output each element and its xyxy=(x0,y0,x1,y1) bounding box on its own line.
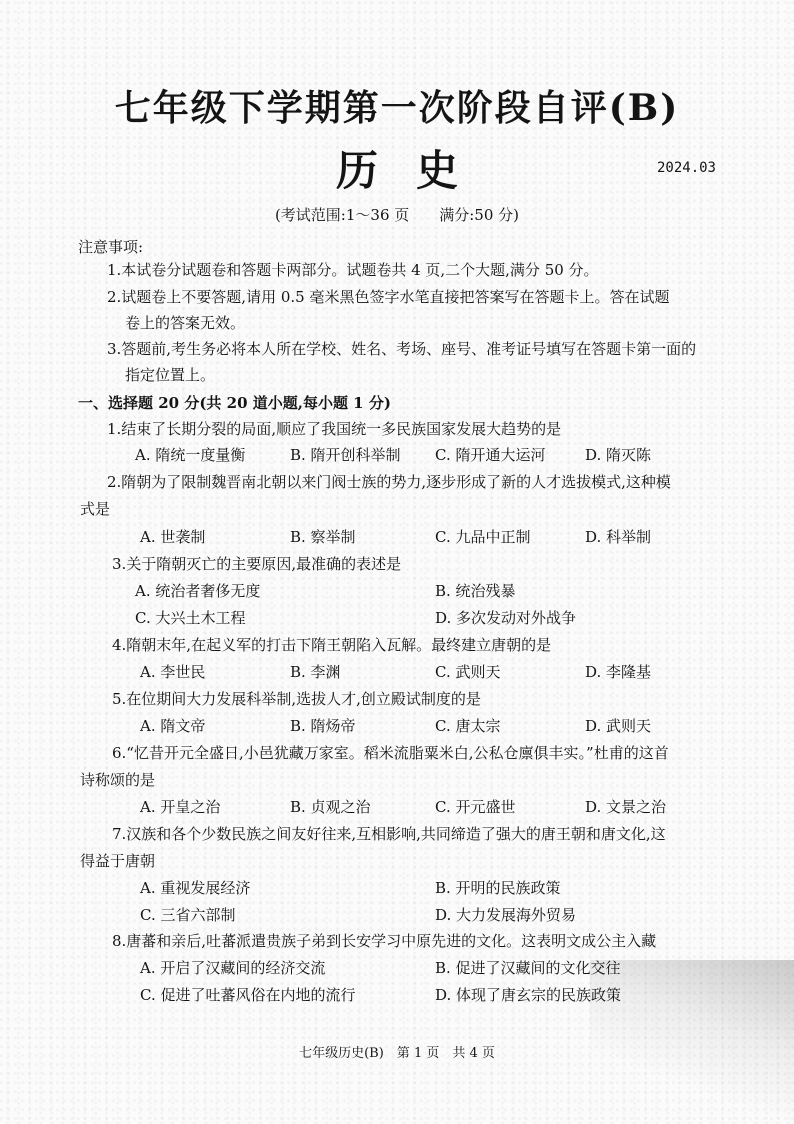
question-option: D. 文景之治 xyxy=(585,798,667,816)
question-option: A. 开皇之治 xyxy=(140,798,221,816)
question-option: C. 大兴土木工程 xyxy=(135,609,246,627)
question-option: A. 重视发展经济 xyxy=(140,879,251,897)
question-option: C. 开元盛世 xyxy=(435,798,516,816)
question-stem: 8.唐蕃和亲后,吐蕃派遣贵族子弟到长安学习中原先进的文化。这表明文成公主入藏 xyxy=(112,932,657,950)
question-option: D. 科举制 xyxy=(585,528,652,546)
question-option: C. 武则天 xyxy=(435,663,501,681)
question-option: D. 体现了唐玄宗的民族政策 xyxy=(435,986,622,1004)
question-stem: 诗称颂的是 xyxy=(80,771,156,789)
question-option: B. 隋开创科举制 xyxy=(290,446,401,464)
question-option: A. 李世民 xyxy=(140,663,206,681)
question-stem: 得益于唐朝 xyxy=(80,852,156,870)
question-option: B. 李渊 xyxy=(290,663,341,681)
notice-item: 卷上的答案无效。 xyxy=(125,314,246,332)
notice-item: 3.答题前,考生务必将本人所在学校、姓名、考场、座号、准考证号填写在答题卡第一面的 xyxy=(107,340,697,358)
exam-title: 七年级下学期第一次阶段自评(B) xyxy=(114,87,680,129)
question-option: D. 李隆基 xyxy=(585,663,652,681)
question-option: D. 大力发展海外贸易 xyxy=(435,906,577,924)
question-stem: 式是 xyxy=(80,500,111,518)
question-option: D. 多次发动对外战争 xyxy=(435,609,577,627)
question-option: D. 隋灭陈 xyxy=(585,446,652,464)
question-option: B. 促进了汉藏间的文化交往 xyxy=(435,959,621,977)
question-stem: 2.隋朝为了限制魏晋南北朝以来门阀士族的势力,逐步形成了新的人才选拔模式,这种模 xyxy=(107,473,671,491)
exam-date: 2024.03 xyxy=(656,160,716,176)
question-option: B. 察举制 xyxy=(290,528,356,546)
question-stem: 7.汉族和各个少数民族之间友好往来,互相影响,共同缔造了强大的唐王朝和唐文化,这 xyxy=(112,825,666,843)
question-option: A. 隋文帝 xyxy=(140,717,206,735)
notice-item: 1.本试卷分试题卷和答题卡两部分。试题卷共 4 页,二个大题,满分 50 分。 xyxy=(107,261,599,279)
question-option: C. 九品中正制 xyxy=(435,528,531,546)
question-stem: 5.在位期间大力发展科举制,选拔人才,创立殿试制度的是 xyxy=(112,690,481,708)
question-option: C. 三省六部制 xyxy=(140,906,236,924)
question-option: A. 世袭制 xyxy=(140,528,206,546)
question-stem: 3.关于隋朝灭亡的主要原因,最准确的表述是 xyxy=(112,555,402,573)
question-option: B. 统治残暴 xyxy=(435,582,516,600)
question-option: C. 唐太宗 xyxy=(435,717,501,735)
notice-heading: 注意事项: xyxy=(78,238,144,256)
question-option: A. 开启了汉藏间的经济交流 xyxy=(140,959,326,977)
question-option: C. 促进了吐蕃风俗在内地的流行 xyxy=(140,986,356,1004)
page-shadow xyxy=(590,960,794,1124)
question-stem: 1.结束了长期分裂的局面,顺应了我国统一多民族国家发展大趋势的是 xyxy=(107,420,562,438)
question-stem: 6.“忆昔开元全盛日,小邑犹藏万家室。稻米流脂粟米白,公私仓廪俱丰实。”杜甫的这首 xyxy=(112,744,669,762)
notice-item: 指定位置上。 xyxy=(125,366,216,384)
section-heading: 一、选择题 20 分(共 20 道小题,每小题 1 分) xyxy=(78,394,391,412)
question-option: B. 开明的民族政策 xyxy=(435,879,561,897)
question-option: D. 武则天 xyxy=(585,717,652,735)
exam-scope: (考试范围:1～36 页 满分:50 分) xyxy=(274,206,520,224)
question-option: B. 贞观之治 xyxy=(290,798,371,816)
notice-item: 2.试题卷上不要答题,请用 0.5 毫米黑色签字水笔直接把答案写在答题卡上。答在试题 xyxy=(107,288,670,306)
page-footer: 七年级历史(B) 第 1 页 共 4 页 xyxy=(299,1046,495,1061)
subject-title: 历史 xyxy=(335,146,496,195)
question-option: A. 统治者奢侈无度 xyxy=(135,582,261,600)
question-option: A. 隋统一度量衡 xyxy=(135,446,246,464)
question-option: B. 隋炀帝 xyxy=(290,717,356,735)
question-stem: 4.隋朝末年,在起义军的打击下隋王朝陷入瓦解。最终建立唐朝的是 xyxy=(112,636,552,654)
question-option: C. 隋开通大运河 xyxy=(435,446,546,464)
